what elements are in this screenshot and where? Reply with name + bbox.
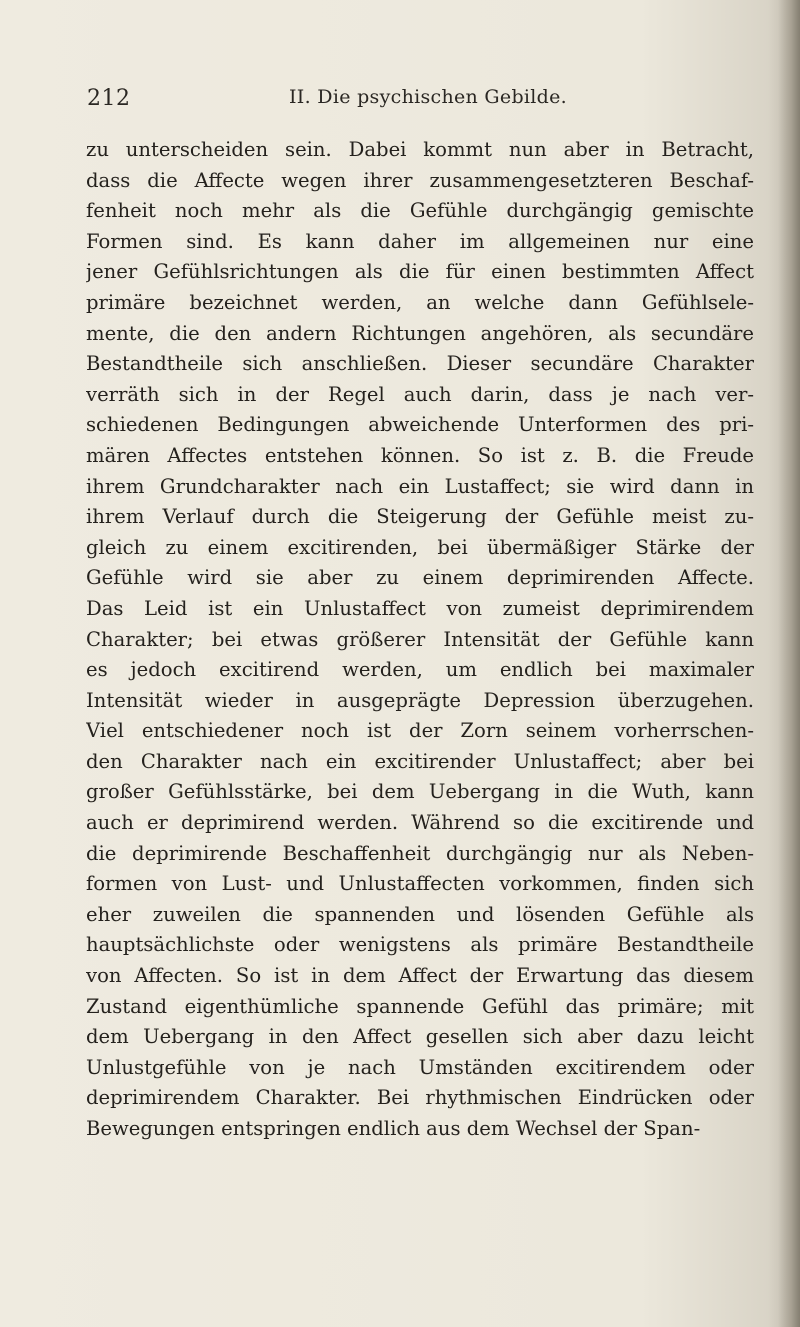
text-line: mente, die den andern Richtungen angehören, als secundäre	[86, 321, 754, 345]
text-line: schiedenen Bedingungen abweichende Unterformen des pri-	[86, 413, 754, 437]
text-line: jener Gefühlsrichtungen als die für einen bestimmten Affect	[86, 260, 754, 284]
text-line: Das Leid ist ein Unlustaffect von zumeist deprimirendem	[86, 596, 754, 620]
text-line: von Affecten. So ist in dem Affect der Erwartung das diesem	[86, 964, 754, 988]
text-line: Bewegungen entspringen endlich aus dem Wechsel der Span-	[86, 1117, 701, 1140]
running-header	[87, 86, 747, 116]
text-line: Charakter; bei etwas größerer Intensität der Gefühle kann	[86, 627, 754, 651]
text-line: zu unterscheiden sein. Dabei kommt nun aber in Betracht,	[86, 138, 754, 161]
text-line: auch er deprimirend werden. Während so die excitirende und	[86, 811, 754, 835]
text-line: es jedoch excitirend werden, um endlich bei maximaler	[86, 658, 754, 682]
text-line: formen von Lust- und Unlustaffecten vorkommen, finden sich	[86, 872, 754, 896]
text-line: Formen sind. Es kann daher im allgemeinen nur eine	[86, 229, 754, 253]
text-line: primäre bezeichnet werden, an welche dann Gefühlsele-	[86, 290, 754, 314]
text-line: hauptsächlichste oder wenigstens als primäre Bestandtheile	[86, 933, 754, 957]
text-line: fenheit noch mehr als die Gefühle durchgängig gemischte	[86, 199, 754, 223]
running-title: II. Die psychischen Gebilde.	[289, 86, 568, 108]
page-number: 212	[87, 86, 131, 111]
text-line: deprimirendem Charakter. Bei rhythmischen Eindrücken oder	[86, 1086, 754, 1110]
text-line: Intensität wieder in ausgeprägte Depression überzugehen.	[86, 688, 754, 712]
body-text	[86, 135, 754, 1145]
text-line: Gefühle wird sie aber zu einem deprimirenden Affecte.	[86, 566, 754, 590]
page-edge-shadow	[778, 0, 800, 1327]
text-line: großer Gefühlsstärke, bei dem Uebergang in die Wuth, kann	[86, 780, 754, 804]
text-line: eher zuweilen die spannenden und lösenden Gefühle als	[86, 902, 754, 926]
text-line: den Charakter nach ein excitirender Unlustaffect; aber bei	[86, 749, 754, 773]
text-line: dass die Affecte wegen ihrer zusammengesetzteren Beschaf-	[86, 168, 754, 192]
text-line: Bestandtheile sich anschließen. Dieser secundäre Charakter	[86, 352, 754, 376]
text-line: Viel entschiedener noch ist der Zorn seinem vorherrschen-	[86, 719, 754, 743]
text-line: ihrem Grundcharakter nach ein Lustaffect; sie wird dann in	[86, 474, 754, 498]
text-line: Zustand eigenthümliche spannende Gefühl das primäre; mit	[86, 994, 754, 1018]
text-line: verräth sich in der Regel auch darin, dass je nach ver-	[86, 382, 754, 406]
text-line: ihrem Verlauf durch die Steigerung der Gefühle meist zu-	[86, 505, 754, 529]
text-line: Unlustgefühle von je nach Umständen excitirendem oder	[86, 1055, 754, 1079]
text-line: gleich zu einem excitirenden, bei übermäßiger Stärke der	[86, 535, 754, 559]
text-line: mären Affectes entstehen können. So ist z. B. die Freude	[86, 443, 754, 467]
text-line: die deprimirende Beschaffenheit durchgängig nur als Neben-	[86, 841, 754, 865]
text-line: dem Uebergang in den Affect gesellen sich aber dazu leicht	[86, 1025, 754, 1049]
